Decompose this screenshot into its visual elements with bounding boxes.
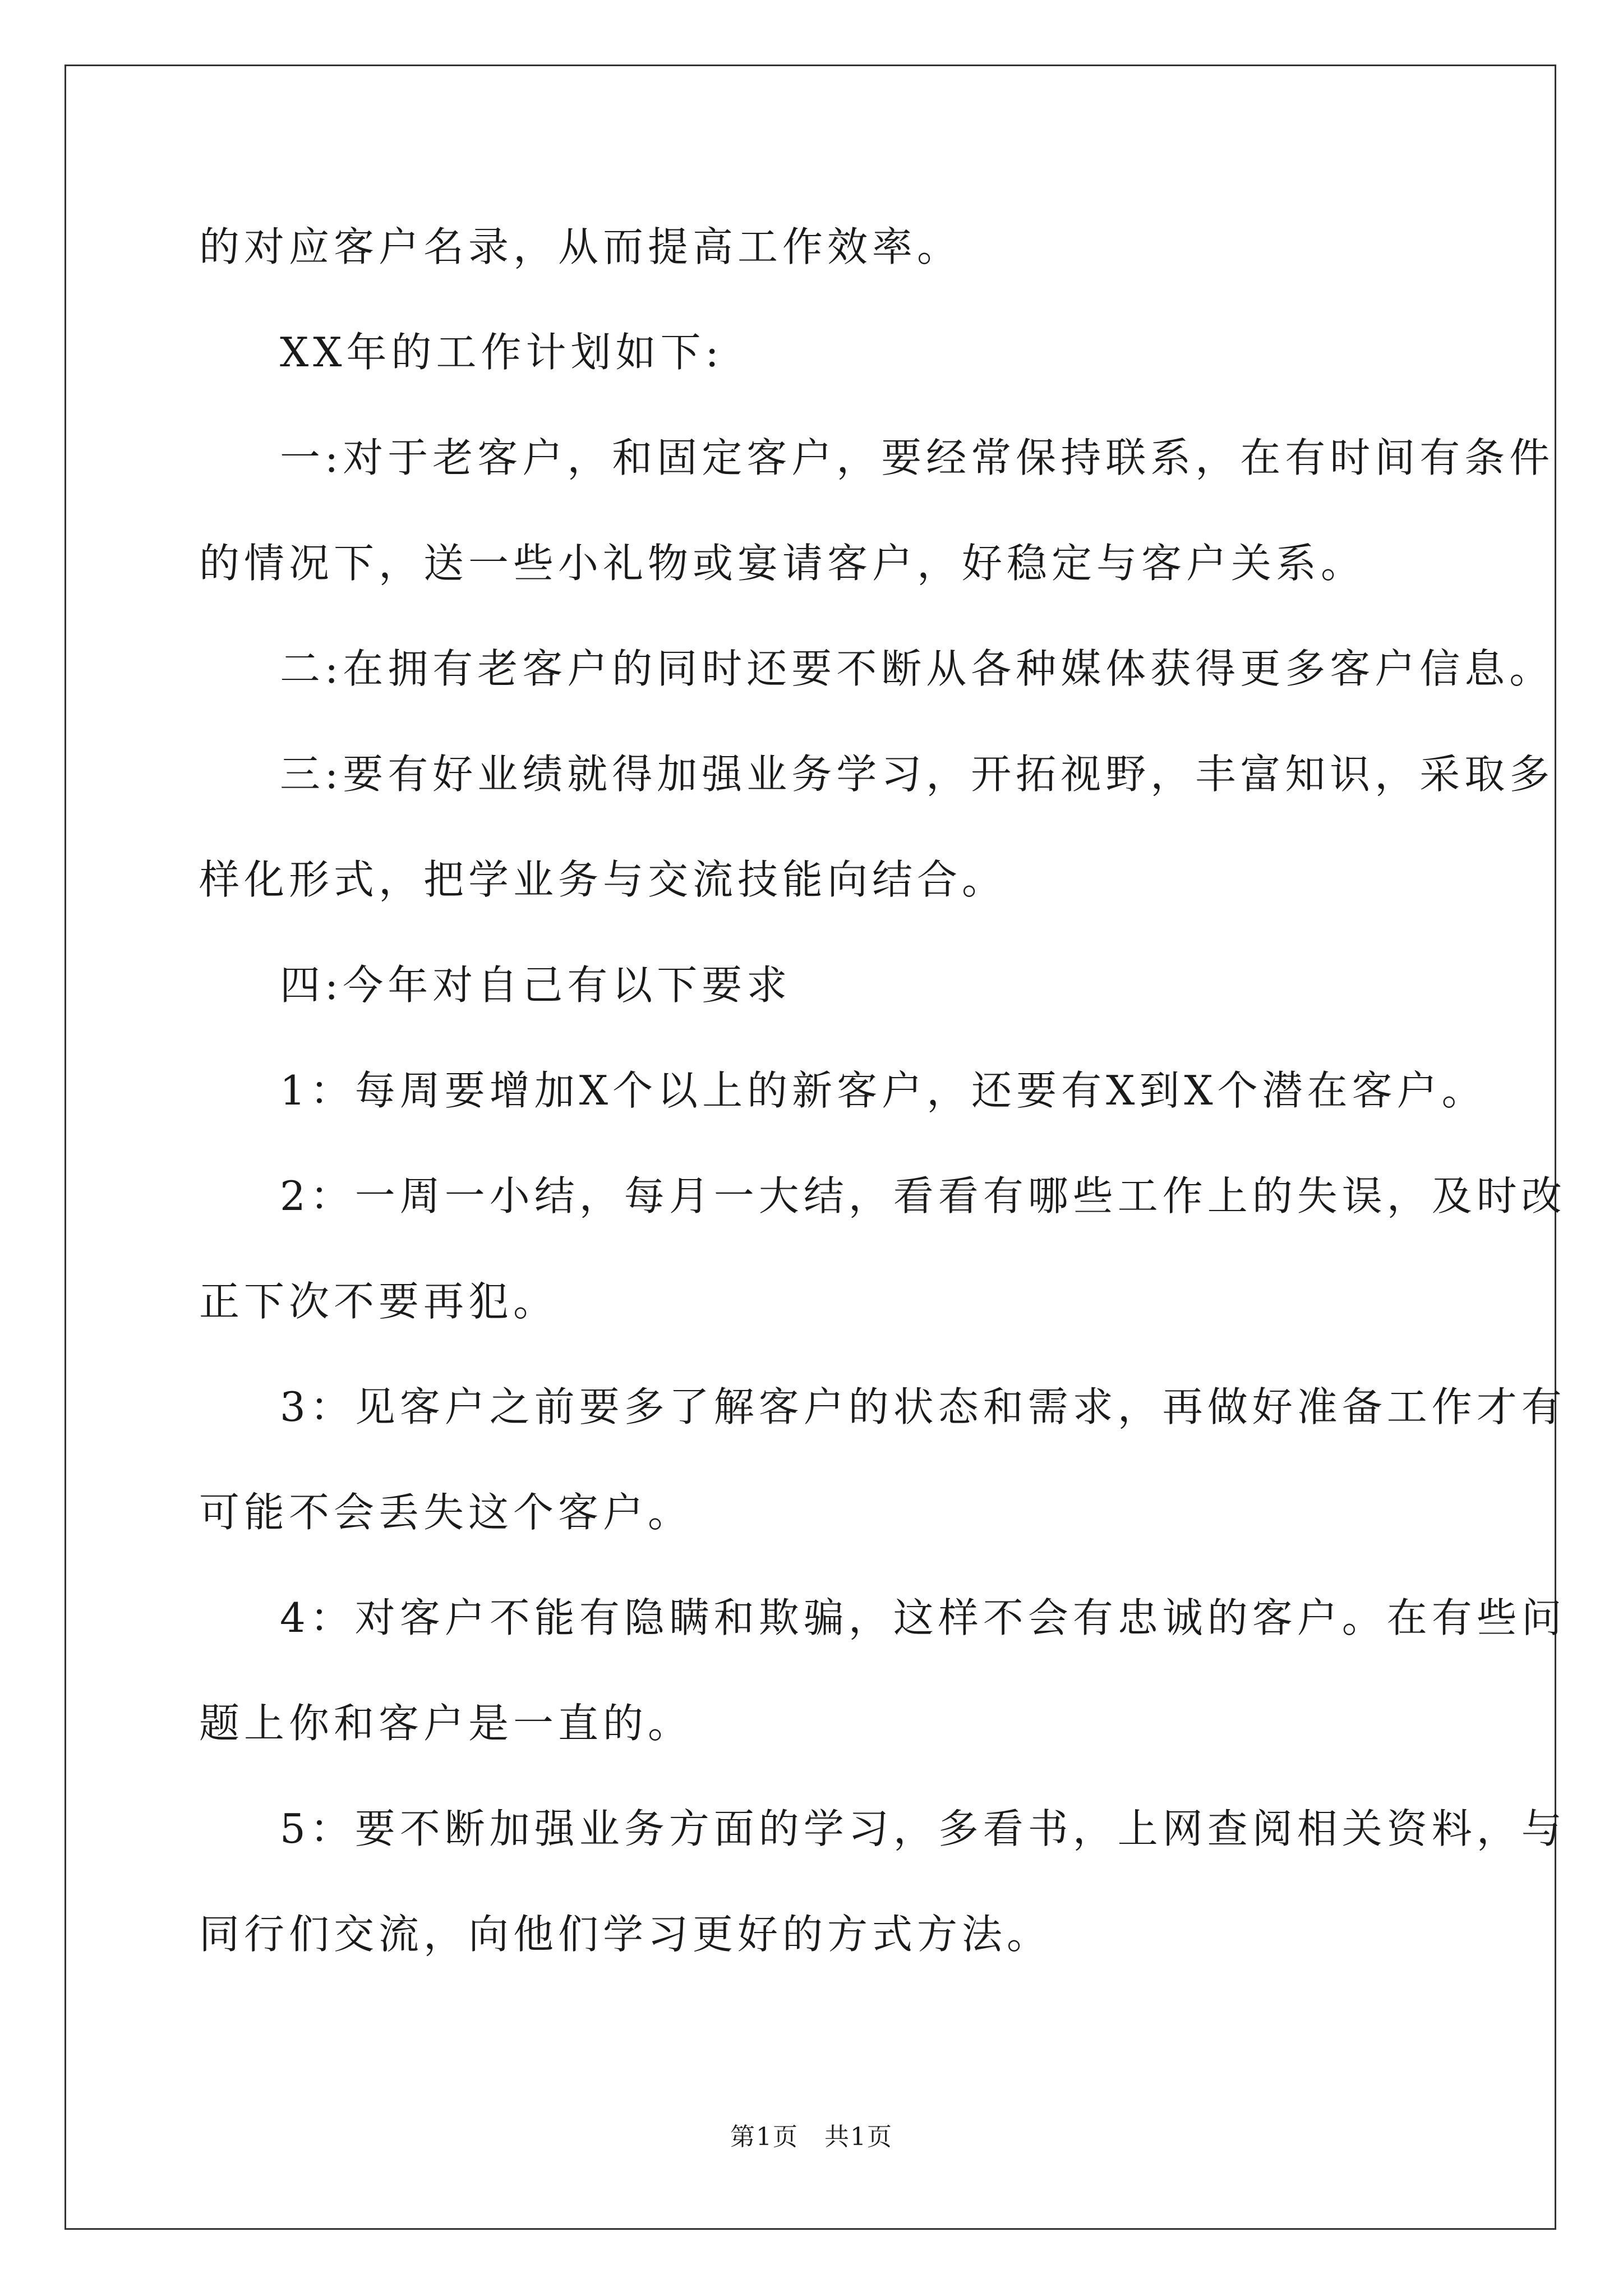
text-line: 三:要有好业绩就得加强业务学习，开拓视野，丰富知识，采取多 <box>280 751 1555 798</box>
page-border <box>64 65 1556 2230</box>
text-line: 题上你和客户是一直的。 <box>199 1700 693 1747</box>
text-line: 样化形式，把学业务与交流技能向结合。 <box>199 856 1007 903</box>
text-line: 四:今年对自己有以下要求 <box>280 961 792 1009</box>
text-line: 4：对客户不能有隐瞒和欺骗，这样不会有忠诚的客户。在有些问 <box>280 1594 1566 1641</box>
text-line: 2：一周一小结，每月一大结，看看有哪些工作上的失误，及时改 <box>280 1172 1566 1220</box>
text-line: 1：每周要增加X个以上的新客户，还要有X到X个潜在客户。 <box>280 1067 1487 1114</box>
text-line: 同行们交流，向他们学习更好的方式方法。 <box>199 1911 1052 1958</box>
text-line: 的对应客户名录，从而提高工作效率。 <box>199 223 962 270</box>
text-line: 的情况下，送一些小礼物或宴请客户，好稳定与客户关系。 <box>199 540 1366 587</box>
text-line: 5：要不断加强业务方面的学习，多看书，上网查阅相关资料，与 <box>280 1805 1566 1852</box>
text-line: 二:在拥有老客户的同时还要不断从各种媒体获得更多客户信息。 <box>280 645 1555 692</box>
text-line: 3：见客户之前要多了解客户的状态和需求，再做好准备工作才有 <box>280 1383 1566 1430</box>
text-line: XX年的工作计划如下: <box>280 329 723 376</box>
text-line: 正下次不要再犯。 <box>199 1278 559 1325</box>
page-number: 第1页 共1页 <box>730 2123 893 2151</box>
text-line: 一:对于老客户，和固定客户，要经常保持联系，在有时间有条件 <box>280 434 1555 481</box>
text-line: 可能不会丢失这个客户。 <box>199 1489 693 1536</box>
